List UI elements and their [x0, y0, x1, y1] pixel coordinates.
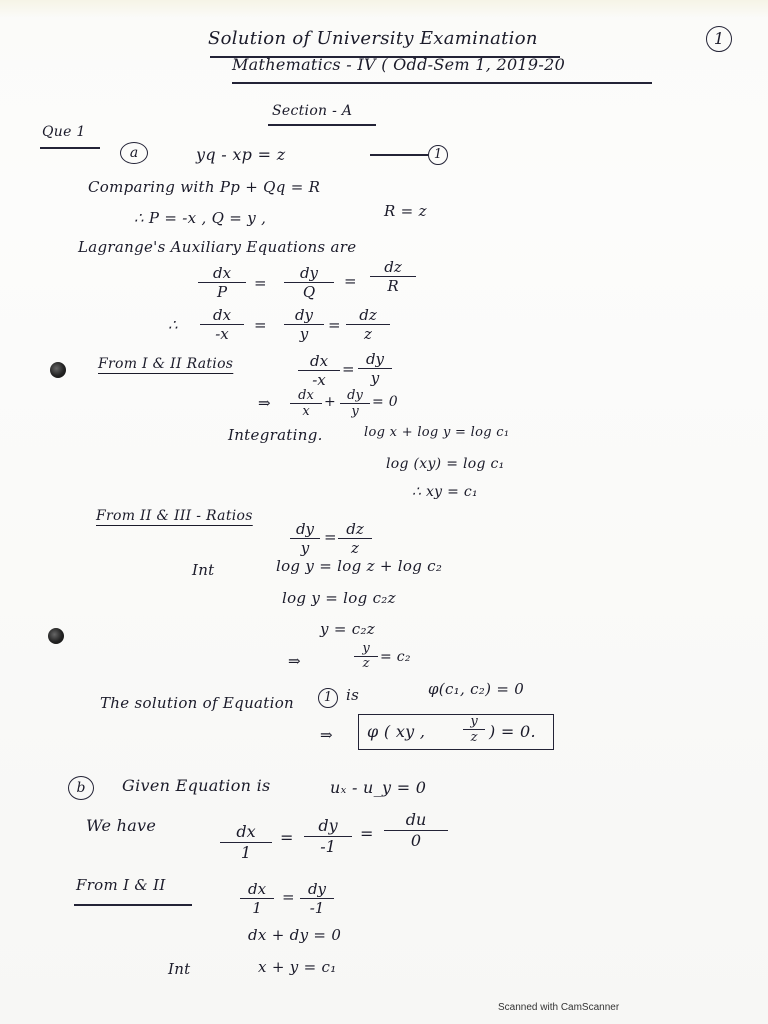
equals-sign: =: [282, 888, 295, 906]
fraction-dy-y: $\frac{dy}{y}$: [340, 388, 370, 419]
given-equation: yq - xp = z: [196, 145, 286, 164]
fraction-dy-y: $\frac{dy}{y}$: [290, 520, 320, 557]
subtitle-underline: [232, 82, 652, 84]
from-1-2-label: From I & II: [76, 876, 166, 894]
equals-sign: =: [254, 274, 267, 292]
int-label: Int: [168, 960, 191, 978]
log-step-3: y = c₂z: [320, 620, 375, 638]
part-a-label: a: [120, 142, 148, 164]
log-xy-equation: log (xy) = log c₁: [386, 456, 505, 472]
equals-sign: =: [344, 272, 357, 290]
integrating-label: Integrating.: [228, 426, 323, 444]
part-b-label: b: [68, 776, 94, 800]
fraction-dx-x: $\frac{dx}{x}$: [290, 388, 322, 419]
scanner-watermark: Scanned with CamScanner: [498, 1002, 620, 1013]
fraction-dx-1: $\frac{dx}{1}$: [220, 822, 272, 863]
final-answer-right: ) = 0.: [489, 722, 536, 741]
equation-ref: 1: [318, 688, 338, 708]
document-title: Solution of University Examination: [208, 28, 538, 49]
plus-sign: +: [324, 394, 337, 410]
fraction-dy-y: $\frac{dy}{y}$: [284, 306, 324, 343]
fraction-dy-y: $\frac{dy}{y}$: [358, 350, 392, 387]
section-title: Section - A: [272, 103, 353, 119]
equation-ref-line: [370, 154, 428, 156]
solution-text: The solution of Equation: [100, 694, 295, 712]
differential-sum: dx + dy = 0: [248, 926, 342, 944]
given-equation-b: uₓ - u_y = 0: [330, 778, 427, 797]
from-1-2-underline: [74, 904, 192, 906]
equals-zero: = 0: [372, 394, 398, 410]
equals-sign: =: [324, 528, 337, 546]
final-answer-box: [358, 714, 554, 750]
log-step-2: log y = log c₂z: [282, 589, 396, 607]
given-equation-label: Given Equation is: [122, 776, 271, 795]
implies-arrow: ⇒: [258, 394, 271, 412]
fraction-dx-minus-x: $\frac{dx}{-x}$: [298, 352, 340, 389]
fraction-dz-z: $\frac{dz}{z}$: [338, 520, 372, 557]
fraction-y-z: $\frac{y}{z}$: [463, 714, 485, 745]
final-answer-left: φ ( xy ,: [367, 722, 426, 741]
r-value: R = z: [384, 202, 427, 220]
punch-hole: [50, 362, 66, 378]
lagrange-heading: Lagrange's Auxiliary Equations are: [78, 238, 357, 256]
is-word: is: [346, 686, 360, 704]
therefore-symbol: ∴: [168, 316, 178, 334]
implies-arrow: ⇒: [320, 726, 333, 744]
fraction-dy-q: $\frac{dy}{Q}$: [284, 264, 334, 301]
fraction-dz-r: $\frac{dz}{R}$: [370, 258, 416, 295]
implies-arrow: ⇒: [288, 652, 301, 670]
page-number: 1: [706, 26, 732, 52]
fraction-dy-minus-1: $\frac{dy}{-1}$: [304, 816, 352, 857]
fraction-y-z: $\frac{y}{z}$: [354, 642, 378, 671]
punch-hole: [48, 628, 64, 644]
log-step-1: log y = log z + log c₂: [276, 557, 443, 575]
fraction-dx-minus-x: $\frac{dx}{-x}$: [200, 306, 244, 343]
ratio-2-3-heading: From II & III - Ratios: [96, 508, 253, 524]
document-subtitle: Mathematics - IV ( Odd-Sem 1, 2019-20: [232, 55, 566, 74]
pqr-values: ∴ P = -x , Q = y ,: [134, 209, 267, 227]
fraction-du-0: $\frac{du}{0}$: [384, 810, 448, 851]
question-label: Que 1: [42, 124, 86, 140]
equation-ref: 1: [428, 145, 448, 165]
section-underline: [268, 124, 376, 126]
phi-general: φ(c₁, c₂) = 0: [428, 680, 525, 698]
we-have-label: We have: [86, 816, 157, 835]
fraction-dz-z: $\frac{dz}{z}$: [346, 306, 390, 343]
equals-sign: =: [342, 360, 355, 378]
int-label: Int: [192, 561, 215, 579]
equals-sign: =: [360, 824, 374, 843]
ratio-1-2-heading: From I & II Ratios: [98, 356, 234, 372]
second-solution-rhs: = c₂: [380, 649, 411, 665]
comparing-line: Comparing with Pp + Qq = R: [88, 178, 321, 196]
first-solution: ∴ xy = c₁: [412, 484, 478, 500]
equals-sign: =: [328, 316, 341, 334]
part-b-solution: x + y = c₁: [258, 958, 337, 976]
question-underline: [40, 147, 100, 149]
integrated-equation: log x + log y = log c₁: [364, 425, 510, 440]
fraction-dy-minus-1: $\frac{dy}{-1}$: [300, 880, 334, 917]
fraction-dx-1: $\frac{dx}{1}$: [240, 880, 274, 917]
equals-sign: =: [280, 828, 294, 847]
equals-sign: =: [254, 316, 267, 334]
fraction-dx-p: $\frac{dx}{P}$: [198, 264, 246, 301]
